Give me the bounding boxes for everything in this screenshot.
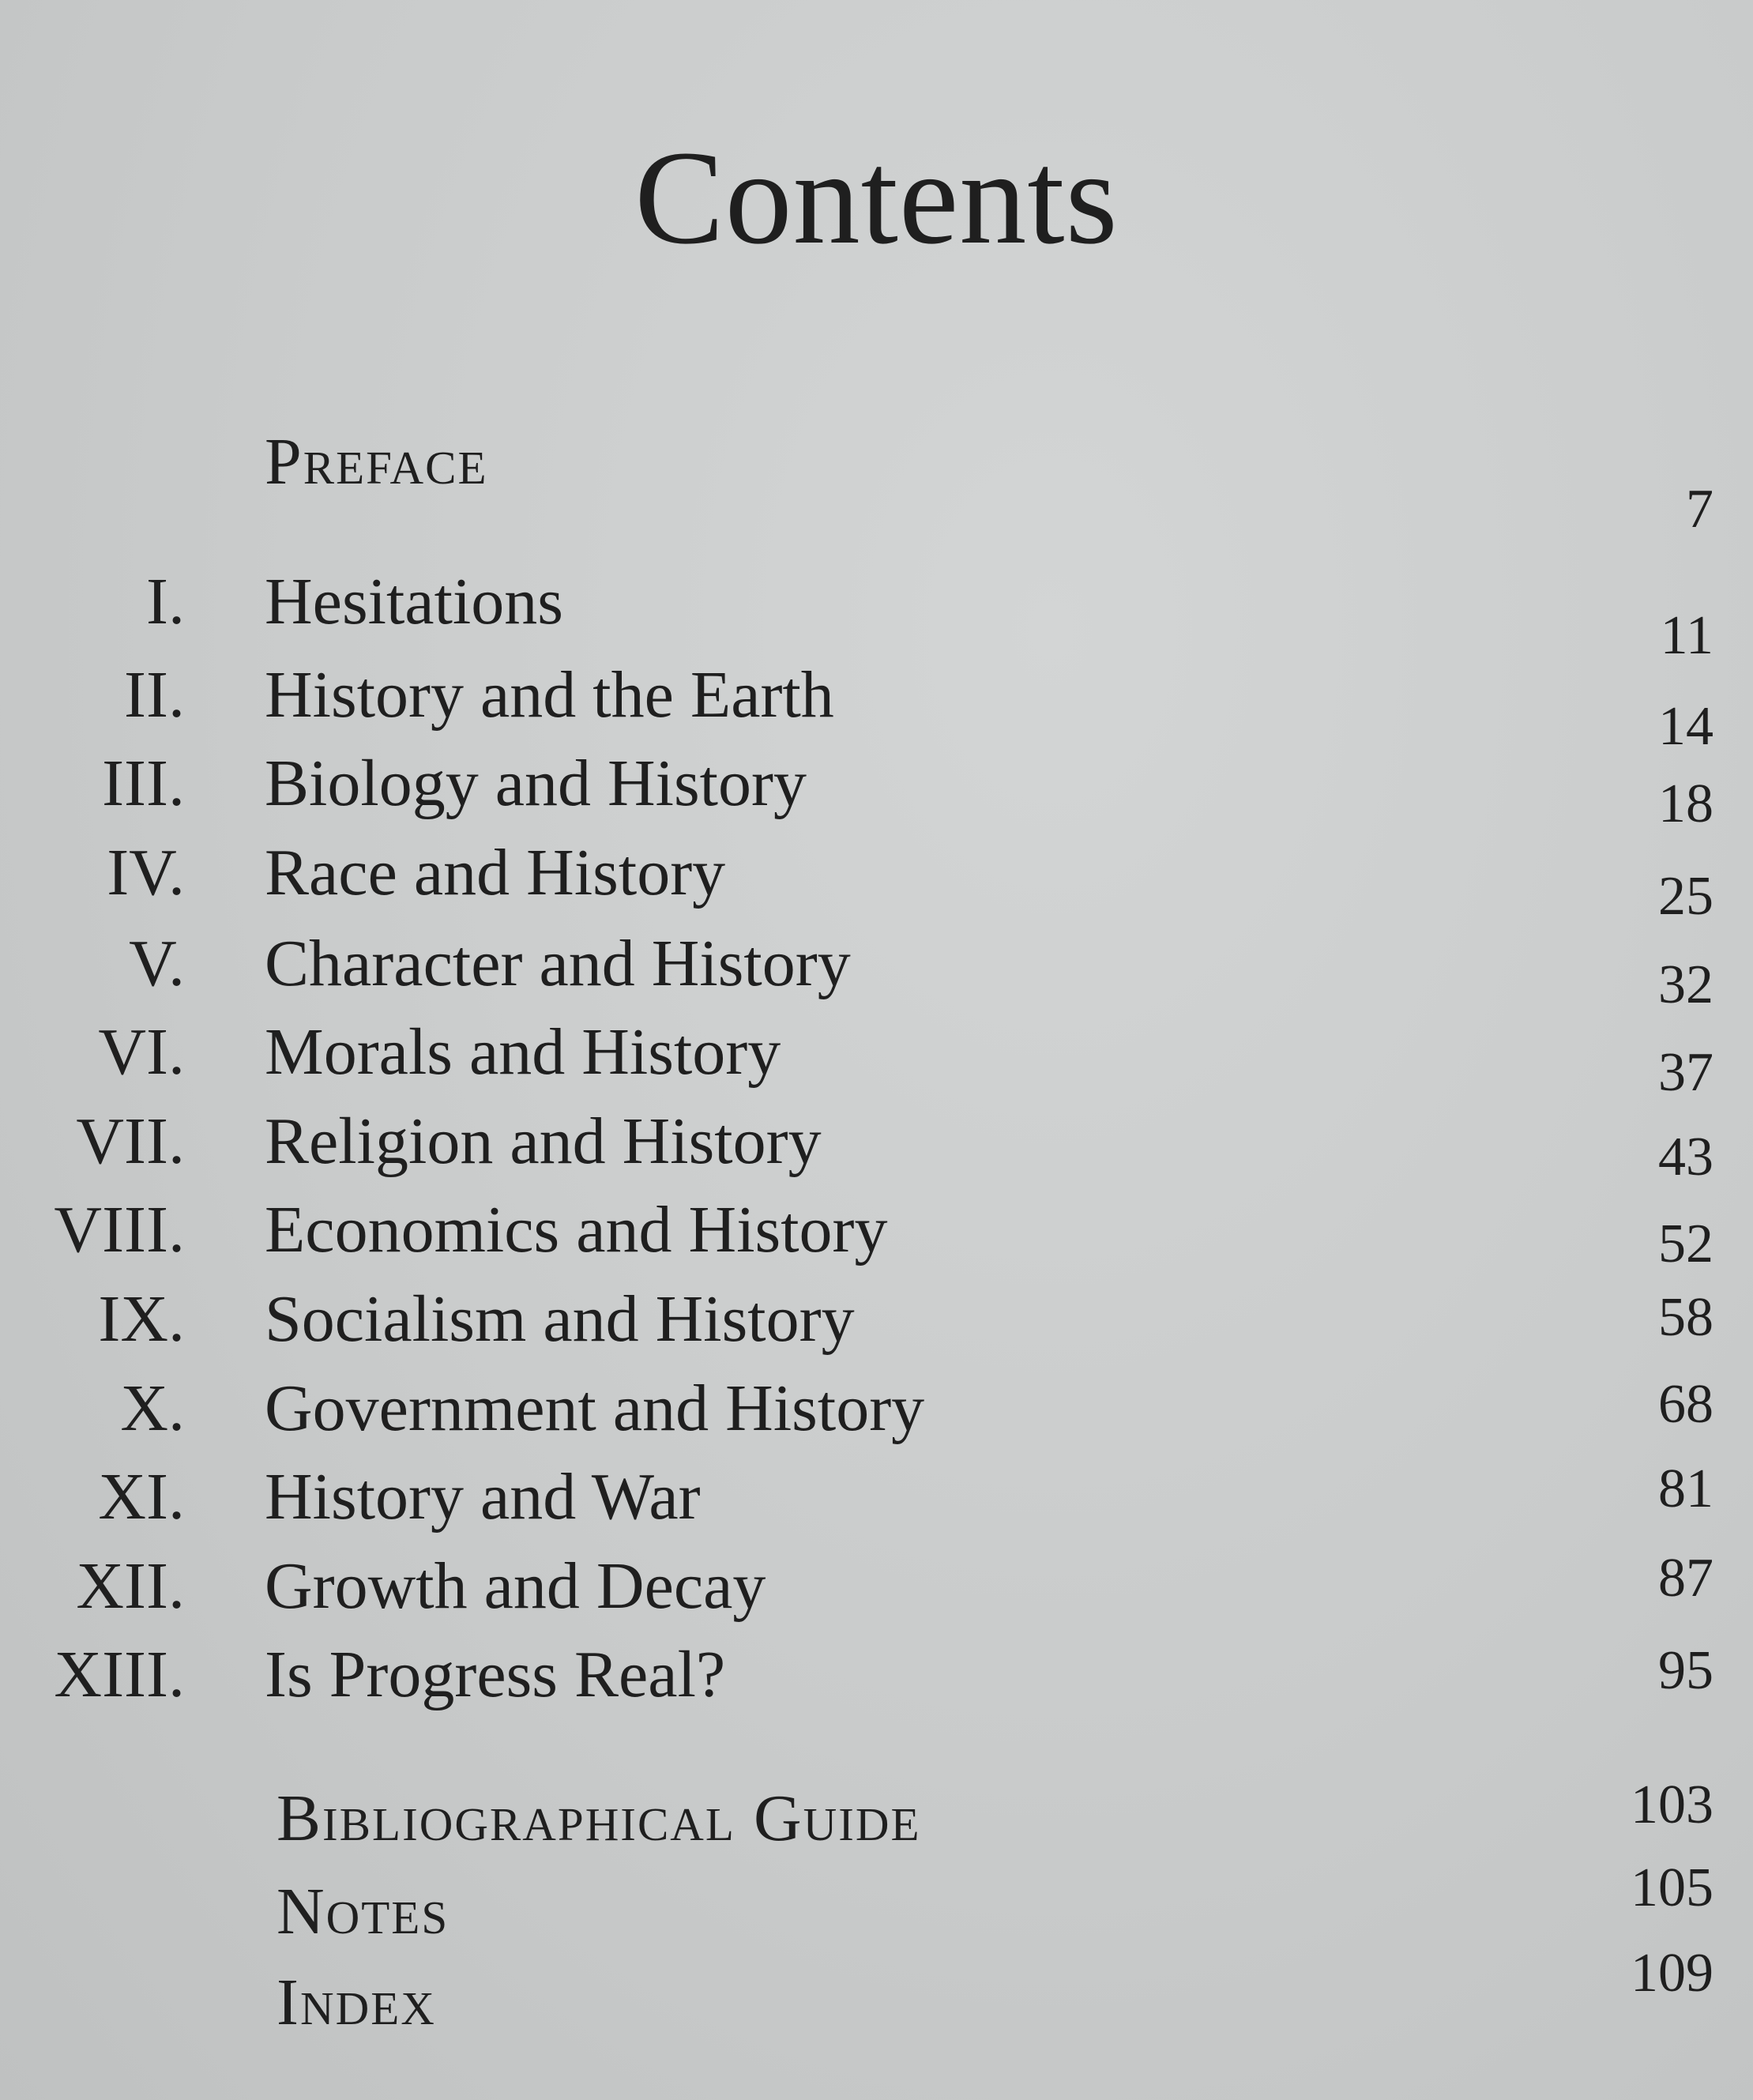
toc-entry <box>0 834 1753 913</box>
chapter-title: Is Progress Real? <box>265 1638 726 1711</box>
toc-entry-bibliography <box>0 1779 1753 1858</box>
chapter-number: XII. <box>76 1549 185 1623</box>
chapter-number: XIII. <box>54 1638 185 1711</box>
chapter-title: History and the Earth <box>265 658 834 732</box>
chapter-title: Government and History <box>265 1372 925 1445</box>
toc-entry <box>0 744 1753 823</box>
page-title: Contents <box>634 123 1119 272</box>
chapter-title: Socialism and History <box>265 1282 855 1356</box>
page-number: 81 <box>1658 1458 1714 1519</box>
chapter-number: III. <box>102 747 185 820</box>
chapter-title: History and War <box>265 1460 701 1534</box>
toc-entry <box>0 1280 1753 1359</box>
page-number: 14 <box>1658 696 1714 757</box>
page-number: 11 <box>1660 605 1714 666</box>
chapter-title: Biology and History <box>265 747 807 820</box>
chapter-number: I. <box>146 565 185 638</box>
chapter-title: Notes <box>276 1875 450 1948</box>
toc-entry <box>0 1458 1753 1537</box>
page-number: 87 <box>1658 1548 1714 1609</box>
page-number: 95 <box>1658 1640 1714 1701</box>
toc-entry <box>0 1013 1753 1092</box>
chapter-number: VI. <box>98 1015 185 1089</box>
chapter-number: VIII. <box>54 1193 185 1266</box>
toc-entry <box>0 924 1753 1003</box>
toc-entry <box>0 563 1753 642</box>
page-number: 105 <box>1631 1857 1714 1918</box>
chapter-title: Growth and Decay <box>265 1549 766 1623</box>
toc-entry <box>0 1635 1753 1714</box>
toc-entry <box>0 1369 1753 1448</box>
chapter-title: Religion and History <box>265 1105 822 1178</box>
chapter-title: Preface <box>265 425 488 499</box>
chapter-number: XI. <box>98 1460 185 1534</box>
page-number: 43 <box>1658 1127 1714 1187</box>
page-number: 18 <box>1658 773 1714 834</box>
chapter-title: Character and History <box>265 927 851 1000</box>
page-number: 37 <box>1658 1042 1714 1103</box>
page-number: 68 <box>1658 1374 1714 1435</box>
chapter-title: Race and History <box>265 836 726 909</box>
chapter-number: IV. <box>107 836 185 909</box>
toc-entry <box>0 1102 1753 1181</box>
toc-entry-index <box>0 1963 1753 2042</box>
chapter-title: Index <box>276 1966 436 2039</box>
page-number: 109 <box>1631 1943 1714 2004</box>
chapter-title: Hesitations <box>265 565 563 638</box>
page-number: 58 <box>1658 1287 1714 1348</box>
toc-entry <box>0 656 1753 735</box>
chapter-number: IX. <box>98 1282 185 1356</box>
toc-entry <box>0 1547 1753 1626</box>
page-number: 25 <box>1658 866 1714 927</box>
page-number: 52 <box>1658 1214 1714 1274</box>
page-number: 7 <box>1686 479 1714 540</box>
chapter-number: II. <box>124 658 185 732</box>
chapter-title: Economics and History <box>265 1193 888 1266</box>
toc-entry-notes <box>0 1872 1753 1951</box>
chapter-title: Bibliographical Guide <box>276 1782 921 1855</box>
chapter-number: V. <box>129 927 185 1000</box>
chapter-title: Morals and History <box>265 1015 781 1089</box>
page-number: 32 <box>1658 954 1714 1015</box>
chapter-number: VII. <box>76 1105 185 1178</box>
toc-entry-preface <box>0 423 1753 502</box>
toc-entry <box>0 1191 1753 1270</box>
page-number: 103 <box>1631 1774 1714 1835</box>
chapter-number: X. <box>120 1372 185 1445</box>
